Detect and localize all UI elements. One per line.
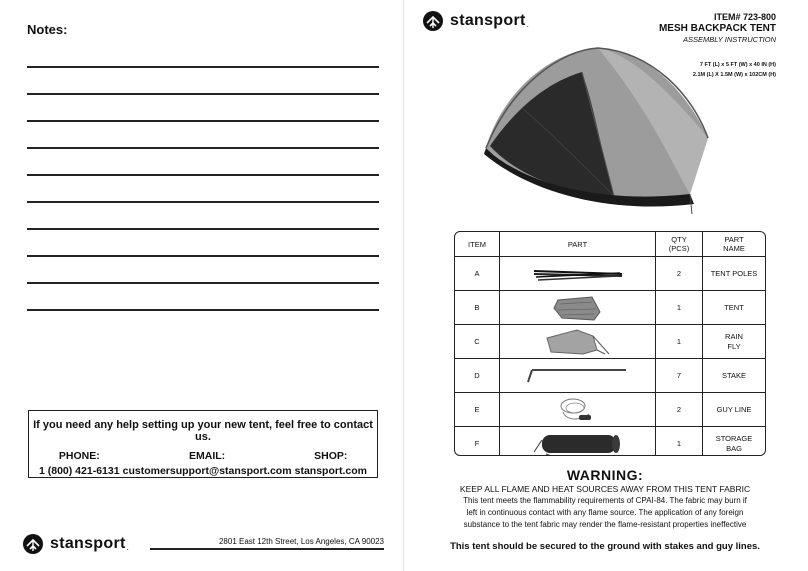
- brand-name: stansport: [450, 12, 526, 29]
- warning-block: [440, 467, 770, 531]
- product-header: [659, 12, 776, 44]
- row-item: B: [455, 291, 500, 325]
- row-part-name: [703, 257, 766, 291]
- row-name-line1: GUY LINE: [716, 404, 752, 414]
- note-line: [27, 93, 379, 95]
- header-part: PART: [500, 232, 656, 257]
- shop-label: SHOP:: [314, 450, 348, 462]
- dimensions-imperial: 7 FT (L) x 5 FT (W) x 40 IN (H): [699, 62, 776, 68]
- stake-icon: [526, 366, 630, 386]
- warning-subtitle: KEEP ALL FLAME AND HEAT SOURCES AWAY FROM THIS TENT FABRIC: [459, 484, 751, 494]
- note-line: [27, 174, 379, 176]
- secure-note: This tent should be secured to the ground with stakes and guy lines.: [450, 541, 760, 552]
- warning-text: [440, 495, 770, 531]
- header-qty: [656, 232, 703, 257]
- row-name-line1: STORAGE: [715, 433, 753, 443]
- row-item: A: [455, 257, 500, 291]
- product-subtitle: ASSEMBLY INSTRUCTION: [683, 35, 776, 44]
- row-item: C: [455, 325, 500, 359]
- row-item: F: [455, 427, 500, 457]
- header-name-line1: PART: [724, 235, 744, 244]
- warning-line: left in continuous contact with any flame source. The application of any foreign: [466, 508, 744, 517]
- guy-line-icon: [553, 396, 603, 424]
- row-part-image: [500, 291, 656, 325]
- row-qty: 2: [656, 393, 703, 427]
- stansport-logo-icon: [422, 10, 444, 32]
- row-qty: 1: [656, 427, 703, 457]
- row-item: D: [455, 359, 500, 393]
- table-row: [455, 325, 765, 359]
- storage-bag-icon: [530, 430, 626, 457]
- note-line: [27, 255, 379, 257]
- note-line: [27, 309, 379, 311]
- row-part-name: [703, 291, 766, 325]
- dimensions-metric: 2.1M (L) X 1.5M (W) x 102CM (H): [692, 72, 776, 78]
- email-value: customersupport@stansport.com: [122, 465, 292, 477]
- header-brand: [422, 10, 529, 32]
- row-part-image: [500, 427, 656, 457]
- header-item: ITEM: [455, 232, 500, 257]
- note-line: [27, 147, 379, 149]
- shop-contact: [295, 449, 367, 479]
- parts-table: [454, 231, 766, 456]
- tent-illustration: [482, 44, 712, 216]
- header-qty-line1: QTY: [671, 235, 687, 244]
- warning-line: substance to the tent fabric may render the flame-resistant properties ineffective: [463, 520, 747, 529]
- phone-contact: [39, 449, 120, 479]
- row-part-name: [703, 393, 766, 427]
- header-qty-line2: (PCS): [668, 244, 690, 253]
- warning-line: This tent meets the flammability requirements of CPAI-84. The fabric may burn if: [463, 496, 747, 505]
- product-name: MESH BACKPACK TENT: [658, 23, 776, 34]
- row-item: E: [455, 393, 500, 427]
- phone-label: PHONE:: [58, 450, 100, 462]
- row-part-image: [500, 393, 656, 427]
- table-row: [455, 291, 765, 325]
- note-line: [27, 228, 379, 230]
- note-line: [27, 201, 379, 203]
- phone-value: 1 (800) 421-6131: [39, 465, 120, 477]
- row-part-image: [500, 325, 656, 359]
- footer-line: [150, 548, 384, 550]
- contact-box: [28, 410, 378, 478]
- table-row: [455, 427, 765, 457]
- note-line: [27, 66, 379, 68]
- table-row: [455, 393, 765, 427]
- email-contact: [123, 449, 292, 479]
- table-row: [455, 359, 765, 393]
- stansport-logo-icon: [22, 533, 44, 555]
- row-name-line1: STAKE: [721, 370, 747, 380]
- row-part-name: [703, 359, 766, 393]
- tent-bag-icon: [548, 294, 608, 322]
- row-name-line2: BAG: [726, 443, 742, 453]
- row-part-image: [500, 257, 656, 291]
- notes-title: Notes:: [27, 22, 68, 37]
- row-name-line1: RAIN: [725, 331, 743, 341]
- table-row: [455, 257, 765, 291]
- row-qty: 2: [656, 257, 703, 291]
- footer-brand: [22, 533, 129, 555]
- note-line: [27, 282, 379, 284]
- tent-poles-icon: [530, 263, 626, 285]
- header-name-line2: NAME: [723, 244, 745, 253]
- item-number: ITEM# 723-800: [713, 12, 776, 22]
- row-name-line1: TENT POLES: [710, 268, 758, 278]
- brand-name: stansport: [50, 535, 126, 552]
- brand-dot: .: [526, 19, 529, 29]
- row-qty: 1: [656, 291, 703, 325]
- warning-title: WARNING:: [566, 467, 644, 483]
- row-part-name: [703, 325, 766, 359]
- page-divider: [403, 0, 404, 571]
- row-name-line1: TENT: [724, 302, 744, 312]
- table-header-row: [455, 232, 765, 257]
- shop-value: stansport.com: [294, 465, 367, 477]
- contact-title: If you need any help setting up your new tent, feel free to contact us.: [33, 419, 373, 443]
- row-part-image: [500, 359, 656, 393]
- row-qty: 1: [656, 325, 703, 359]
- rain-fly-icon: [543, 328, 613, 356]
- footer-address: 2801 East 12th Street, Los Angeles, CA 90023: [218, 537, 384, 546]
- row-qty: 7: [656, 359, 703, 393]
- note-line: [27, 120, 379, 122]
- row-part-name: [703, 427, 766, 457]
- email-label: EMAIL:: [189, 450, 226, 462]
- brand-dot: .: [126, 542, 129, 552]
- row-name-line2: FLY: [727, 341, 741, 351]
- header-part-name: [703, 232, 766, 257]
